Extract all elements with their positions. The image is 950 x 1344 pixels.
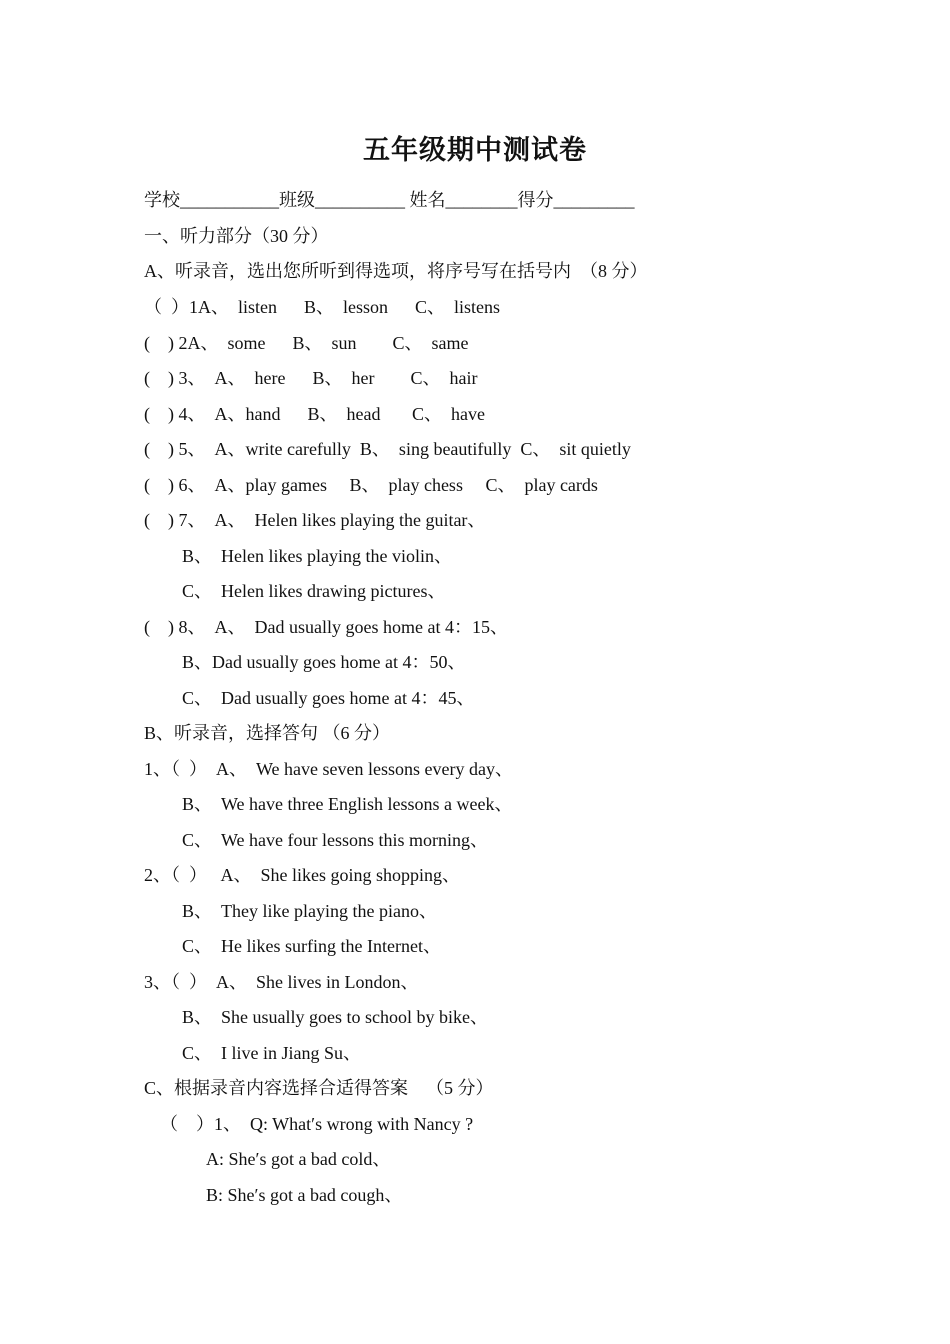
question-a3: ( ) 3、 A、 here B、 her C、 hair	[144, 368, 478, 388]
question-c1-option-b: B: She′s got a bad cough、	[206, 1185, 403, 1205]
question-b2-option-b: B、 They like playing the piano、	[182, 901, 437, 921]
part-b-heading: B、听录音，选择答句 （6 分）	[144, 723, 391, 743]
question-a1: （ ）1A、 listen B、 lesson C、 listens	[144, 297, 501, 317]
question-b1-option-b: B、 We have three English lessons a week、	[182, 794, 513, 814]
question-a2: ( ) 2A、 some B、 sun C、 same	[144, 333, 469, 353]
question-a8-option-c: C、 Dad usually goes home at 4：45、	[182, 688, 475, 708]
question-b3-option-c: C、 I live in Jiang Su、	[182, 1043, 361, 1063]
section-listening-heading: 一、听力部分（30 分）	[144, 226, 329, 246]
question-a7-option-b: B、 Helen likes playing the violin、	[182, 546, 452, 566]
question-b2-option-a: 2、（ ） A、 She likes going shopping、	[144, 865, 461, 885]
question-b3-option-a: 3、（ ） A、 She lives in London、	[144, 972, 419, 992]
question-a7-option-a: ( ) 7、 A、 Helen likes playing the guitar、	[144, 510, 486, 530]
question-b3-option-b: B、 She usually goes to school by bike、	[182, 1007, 488, 1027]
question-a5: ( ) 5、 A、write carefully B、 sing beautifully C、 sit quietly	[144, 439, 631, 459]
question-a7-option-c: C、 Helen likes drawing pictures、	[182, 581, 446, 601]
question-b1-option-a: 1、（ ） A、 We have seven lessons every day、	[144, 759, 513, 779]
question-a6: ( ) 6、 A、play games B、 play chess C、 play cards	[144, 475, 598, 495]
question-c1: （ ）1、 Q: What′s wrong with Nancy ?	[160, 1114, 474, 1134]
page-title: 五年级期中测试卷	[363, 135, 587, 166]
question-a4: ( ) 4、 A、hand B、 head C、 have	[144, 404, 485, 424]
part-c-heading: C、根据录音内容选择合适得答案 （5 分）	[144, 1078, 494, 1098]
question-c1-option-a: A: She′s got a bad cold、	[206, 1149, 391, 1169]
part-a-heading: A、听录音，选出您所听到得选项，将序号写在括号内 （8 分）	[144, 261, 648, 281]
question-a8-option-b: B、Dad usually goes home at 4：50、	[182, 652, 466, 672]
question-b2-option-c: C、 He likes surfing the Internet、	[182, 936, 441, 956]
question-b1-option-c: C、 We have four lessons this morning、	[182, 830, 489, 850]
student-info-line: 学校___________班级__________ 姓名________得分_________	[144, 190, 635, 210]
question-a8-option-a: ( ) 8、 A、 Dad usually goes home at 4：15、	[144, 617, 508, 637]
